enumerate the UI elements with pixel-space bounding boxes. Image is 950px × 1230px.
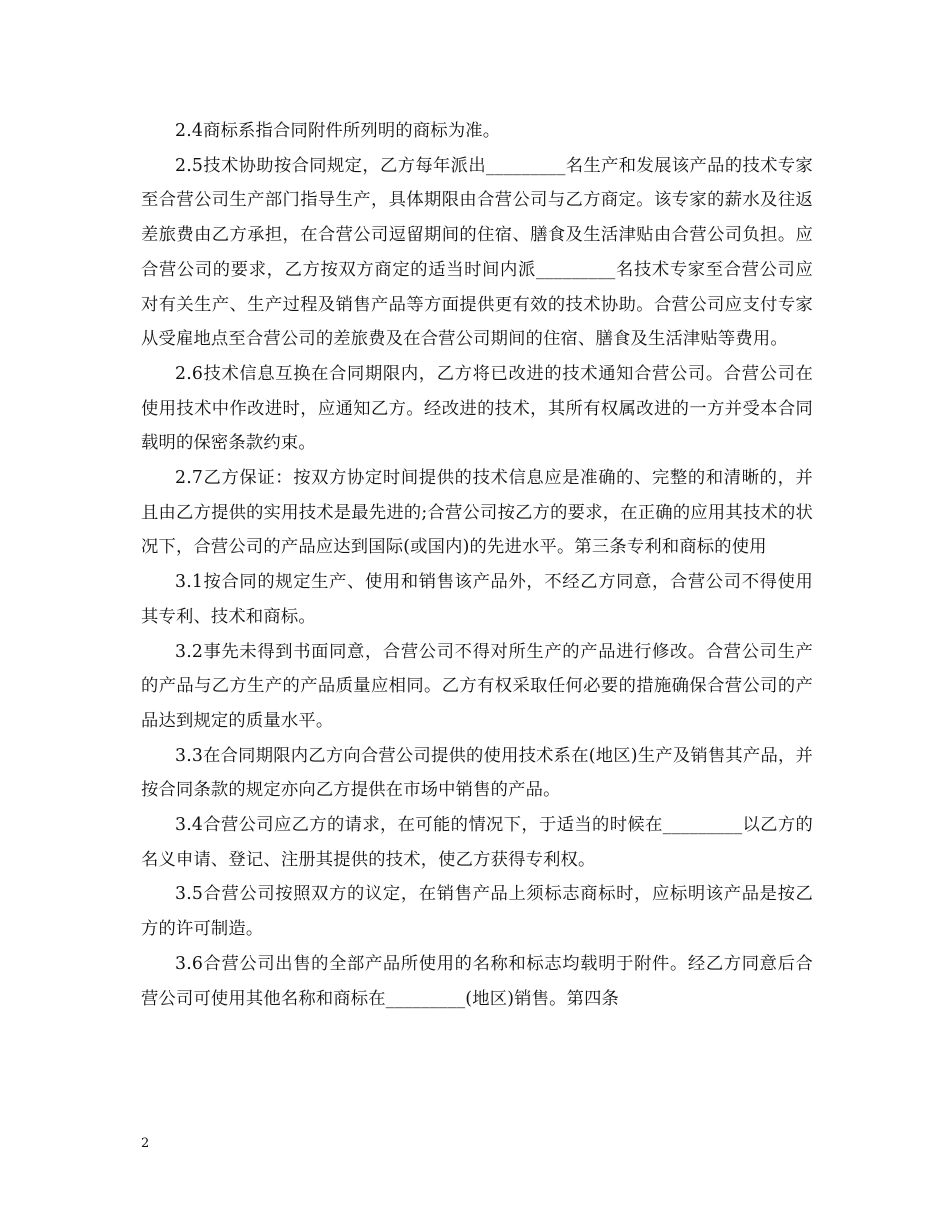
page-number: 2 xyxy=(141,1136,150,1151)
paragraph-3-1: 3.1按合同的规定生产、使用和销售该产品外，不经乙方同意，合营公司不得使用其专利、技术和商标。 xyxy=(141,572,813,627)
document-body xyxy=(141,114,813,1016)
paragraph-3-5: 3.5合营公司按照双方的议定，在销售产品上须标志商标时，应标明该产品是按乙方的许可制造。 xyxy=(141,884,813,940)
paragraph-3-4: 3.4合营公司应乙方的请求，在可能的情况下，于适当的时候在_________以乙方的名义申请、登记、注册其提供的技术，使乙方获得专利权。 xyxy=(141,815,813,870)
paragraph-2-4: 2.4商标系指合同附件所列明的商标为准。 xyxy=(175,121,501,141)
paragraph-2-5: 2.5技术协助按合同规定，乙方每年派出_________名生产和发展该产品的技术专家至合营公司生产部门指导生产，具体期限由合营公司与乙方商定。该专家的薪水及往返差旅费由乙方承担，在合营公司逗留期间的住宿、膳食及生活津贴由合营公司负担。应合营公司的要求，乙方按双方商定的适当时间内派_________名技术专家至合营公司应对有关生产、生产过程及销售产品等方面提供更有效的技术协助。合营公司应支付专家从受雇地点至合营公司的差旅费及在合营公司期间的住宿、膳食及生活津贴等费用。 xyxy=(141,155,813,350)
paragraph-3-3: 3.3在合同期限内乙方向合营公司提供的使用技术系在(地区)生产及销售其产品，并按合同条款的规定亦向乙方提供在市场中销售的产品。 xyxy=(141,745,813,801)
paragraph-3-2: 3.2事先未得到书面同意，合营公司不得对所生产的产品进行修改。合营公司生产的产品与乙方生产的产品质量应相同。乙方有权采取任何必要的措施确保合营公司的产品达到规定的质量水平。 xyxy=(141,641,813,731)
paragraph-2-6: 2.6技术信息互换在合同期限内，乙方将已改进的技术通知合营公司。合营公司在使用技术中作改进时，应通知乙方。经改进的技术，其所有权属改进的一方并受本合同载明的保密条款约束。 xyxy=(141,363,813,454)
paragraph-3-6: 3.6合营公司出售的全部产品所使用的名称和标志均载明于附件。经乙方同意后合营公司可使用其他名称和商标在_________(地区)销售。第四条 xyxy=(141,953,813,1009)
paragraph-2-7: 2.7乙方保证：按双方协定时间提供的技术信息应是准确的、完整的和清晰的，并且由乙方提供的实用技术是最先进的;合营公司按乙方的要求，在正确的应用其技术的状况下，合营公司的产品应达到国际(或国内)的先进水平。第三条专利和商标的使用 xyxy=(141,468,813,558)
